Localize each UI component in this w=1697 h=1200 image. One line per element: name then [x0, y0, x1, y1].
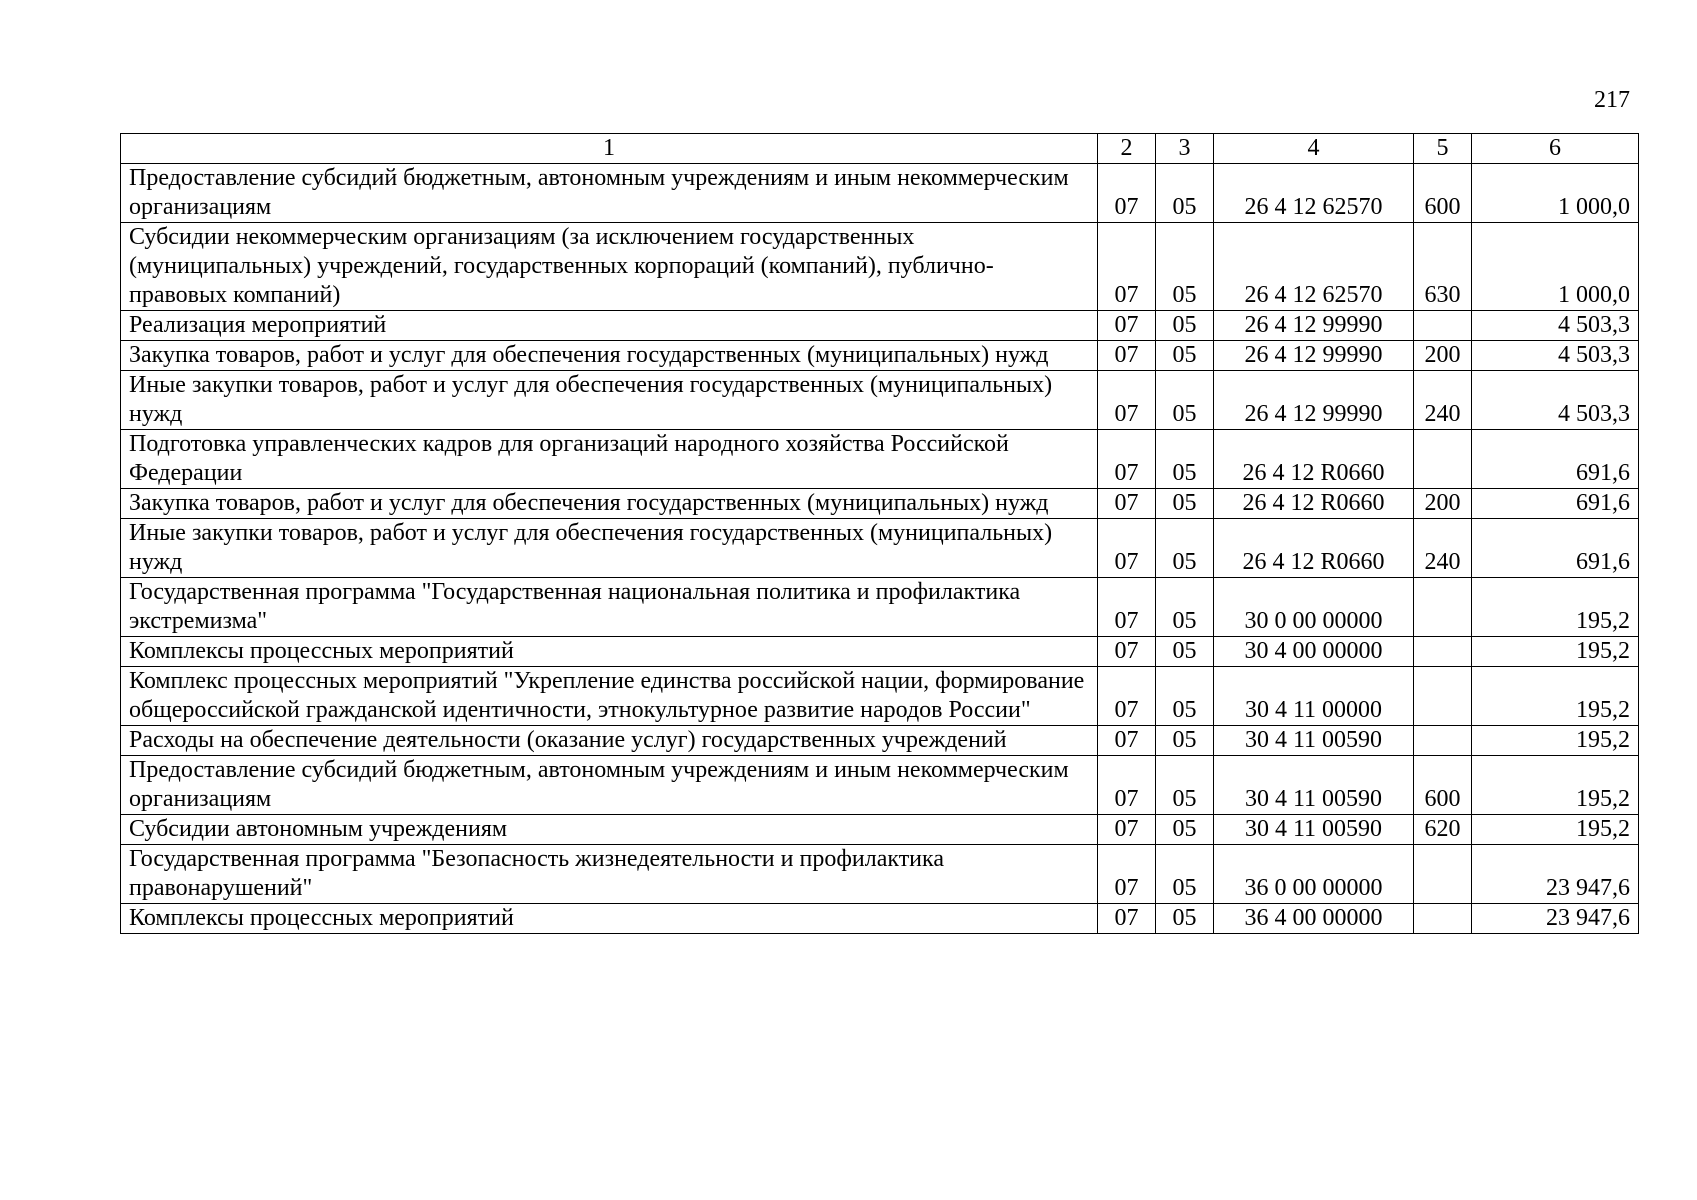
table-row	[121, 519, 1639, 578]
header-col-1: 1	[121, 134, 1098, 164]
cell-name: Комплексы процессных мероприятий	[121, 637, 1098, 667]
cell-name: Государственная программа "Государственная национальная политика и профилактика экстремизма"	[121, 578, 1098, 637]
cell-name: Иные закупки товаров, работ и услуг для обеспечения государственных (муниципальных) нужд	[121, 519, 1098, 578]
table-row	[121, 489, 1639, 519]
cell-name: Расходы на обеспечение деятельности (оказание услуг) государственных учреждений	[121, 726, 1098, 756]
cell-target-code: 26 4 12 99990	[1214, 341, 1414, 371]
cell-target-code: 26 4 12 99990	[1214, 311, 1414, 341]
cell-expense-type	[1414, 430, 1472, 489]
cell-subsection: 05	[1156, 489, 1214, 519]
header-col-4: 4	[1214, 134, 1414, 164]
table-row	[121, 756, 1639, 815]
header-row	[121, 134, 1639, 164]
cell-section: 07	[1098, 904, 1156, 934]
cell-section: 07	[1098, 311, 1156, 341]
table-row	[121, 164, 1639, 223]
table-row	[121, 815, 1639, 845]
cell-subsection: 05	[1156, 667, 1214, 726]
cell-section: 07	[1098, 578, 1156, 637]
cell-target-code: 26 4 12 62570	[1214, 223, 1414, 311]
cell-subsection: 05	[1156, 815, 1214, 845]
cell-target-code: 26 4 12 99990	[1214, 371, 1414, 430]
table-row	[121, 904, 1639, 934]
page-number: 217	[1594, 87, 1630, 113]
table-row	[121, 667, 1639, 726]
header-col-6: 6	[1472, 134, 1639, 164]
cell-section: 07	[1098, 519, 1156, 578]
cell-target-code: 30 4 00 00000	[1214, 637, 1414, 667]
cell-section: 07	[1098, 371, 1156, 430]
header-col-5: 5	[1414, 134, 1472, 164]
cell-section: 07	[1098, 845, 1156, 904]
cell-expense-type: 620	[1414, 815, 1472, 845]
cell-subsection: 05	[1156, 311, 1214, 341]
cell-expense-type: 240	[1414, 371, 1472, 430]
cell-amount: 195,2	[1472, 756, 1639, 815]
cell-expense-type: 240	[1414, 519, 1472, 578]
cell-amount: 195,2	[1472, 667, 1639, 726]
cell-expense-type	[1414, 578, 1472, 637]
cell-expense-type: 600	[1414, 756, 1472, 815]
cell-expense-type	[1414, 311, 1472, 341]
budget-table	[120, 133, 1639, 934]
cell-amount: 691,6	[1472, 430, 1639, 489]
table-row	[121, 341, 1639, 371]
cell-expense-type: 630	[1414, 223, 1472, 311]
cell-expense-type	[1414, 845, 1472, 904]
cell-subsection: 05	[1156, 845, 1214, 904]
cell-subsection: 05	[1156, 223, 1214, 311]
cell-section: 07	[1098, 430, 1156, 489]
cell-expense-type	[1414, 637, 1472, 667]
cell-subsection: 05	[1156, 430, 1214, 489]
cell-target-code: 30 4 11 00000	[1214, 667, 1414, 726]
table-row	[121, 311, 1639, 341]
table-row	[121, 637, 1639, 667]
table-row	[121, 430, 1639, 489]
cell-section: 07	[1098, 223, 1156, 311]
cell-target-code: 36 0 00 00000	[1214, 845, 1414, 904]
table-row	[121, 726, 1639, 756]
table-body	[121, 164, 1639, 934]
cell-amount: 195,2	[1472, 578, 1639, 637]
cell-target-code: 30 4 11 00590	[1214, 815, 1414, 845]
cell-subsection: 05	[1156, 164, 1214, 223]
cell-amount: 195,2	[1472, 637, 1639, 667]
table-row	[121, 578, 1639, 637]
cell-subsection: 05	[1156, 637, 1214, 667]
cell-subsection: 05	[1156, 341, 1214, 371]
cell-section: 07	[1098, 341, 1156, 371]
cell-expense-type	[1414, 726, 1472, 756]
cell-name: Иные закупки товаров, работ и услуг для обеспечения государственных (муниципальных) нужд	[121, 371, 1098, 430]
cell-subsection: 05	[1156, 519, 1214, 578]
cell-subsection: 05	[1156, 578, 1214, 637]
cell-target-code: 26 4 12 62570	[1214, 164, 1414, 223]
cell-amount: 691,6	[1472, 519, 1639, 578]
cell-name: Комплексы процессных мероприятий	[121, 904, 1098, 934]
cell-name: Закупка товаров, работ и услуг для обеспечения государственных (муниципальных) нужд	[121, 341, 1098, 371]
cell-target-code: 30 4 11 00590	[1214, 756, 1414, 815]
cell-amount: 4 503,3	[1472, 371, 1639, 430]
cell-section: 07	[1098, 726, 1156, 756]
cell-expense-type: 200	[1414, 489, 1472, 519]
cell-amount: 691,6	[1472, 489, 1639, 519]
cell-name: Субсидии автономным учреждениям	[121, 815, 1098, 845]
cell-amount: 1 000,0	[1472, 164, 1639, 223]
cell-amount: 4 503,3	[1472, 341, 1639, 371]
cell-name: Комплекс процессных мероприятий "Укрепление единства российской нации, формирование общероссийской гражданской идентичности, этнокультурное развитие народов России"	[121, 667, 1098, 726]
cell-amount: 23 947,6	[1472, 904, 1639, 934]
cell-name: Подготовка управленческих кадров для организаций народного хозяйства Российской Федерации	[121, 430, 1098, 489]
cell-expense-type	[1414, 904, 1472, 934]
header-col-3: 3	[1156, 134, 1214, 164]
cell-target-code: 26 4 12 R0660	[1214, 519, 1414, 578]
cell-expense-type: 600	[1414, 164, 1472, 223]
cell-amount: 23 947,6	[1472, 845, 1639, 904]
cell-amount: 4 503,3	[1472, 311, 1639, 341]
cell-section: 07	[1098, 489, 1156, 519]
table-row	[121, 845, 1639, 904]
cell-amount: 195,2	[1472, 815, 1639, 845]
cell-subsection: 05	[1156, 904, 1214, 934]
cell-section: 07	[1098, 756, 1156, 815]
cell-amount: 195,2	[1472, 726, 1639, 756]
cell-subsection: 05	[1156, 756, 1214, 815]
cell-target-code: 26 4 12 R0660	[1214, 430, 1414, 489]
table-header	[121, 134, 1639, 164]
table-row	[121, 223, 1639, 311]
cell-name: Предоставление субсидий бюджетным, автономным учреждениям и иным некоммерческим организациям	[121, 164, 1098, 223]
cell-target-code: 30 4 11 00590	[1214, 726, 1414, 756]
cell-name: Закупка товаров, работ и услуг для обеспечения государственных (муниципальных) нужд	[121, 489, 1098, 519]
cell-amount: 1 000,0	[1472, 223, 1639, 311]
cell-name: Предоставление субсидий бюджетным, автономным учреждениям и иным некоммерческим организациям	[121, 756, 1098, 815]
cell-subsection: 05	[1156, 371, 1214, 430]
cell-expense-type	[1414, 667, 1472, 726]
cell-name: Реализация мероприятий	[121, 311, 1098, 341]
cell-section: 07	[1098, 164, 1156, 223]
cell-section: 07	[1098, 815, 1156, 845]
cell-subsection: 05	[1156, 726, 1214, 756]
cell-expense-type: 200	[1414, 341, 1472, 371]
cell-target-code: 30 0 00 00000	[1214, 578, 1414, 637]
cell-name: Субсидии некоммерческим организациям (за исключением государственных (муниципальных) учреждений, государственных корпораций (компаний), публично-правовых компаний)	[121, 223, 1098, 311]
cell-target-code: 26 4 12 R0660	[1214, 489, 1414, 519]
cell-target-code: 36 4 00 00000	[1214, 904, 1414, 934]
header-col-2: 2	[1098, 134, 1156, 164]
table-row	[121, 371, 1639, 430]
cell-name: Государственная программа "Безопасность жизнедеятельности и профилактика правонарушений"	[121, 845, 1098, 904]
cell-section: 07	[1098, 667, 1156, 726]
cell-section: 07	[1098, 637, 1156, 667]
